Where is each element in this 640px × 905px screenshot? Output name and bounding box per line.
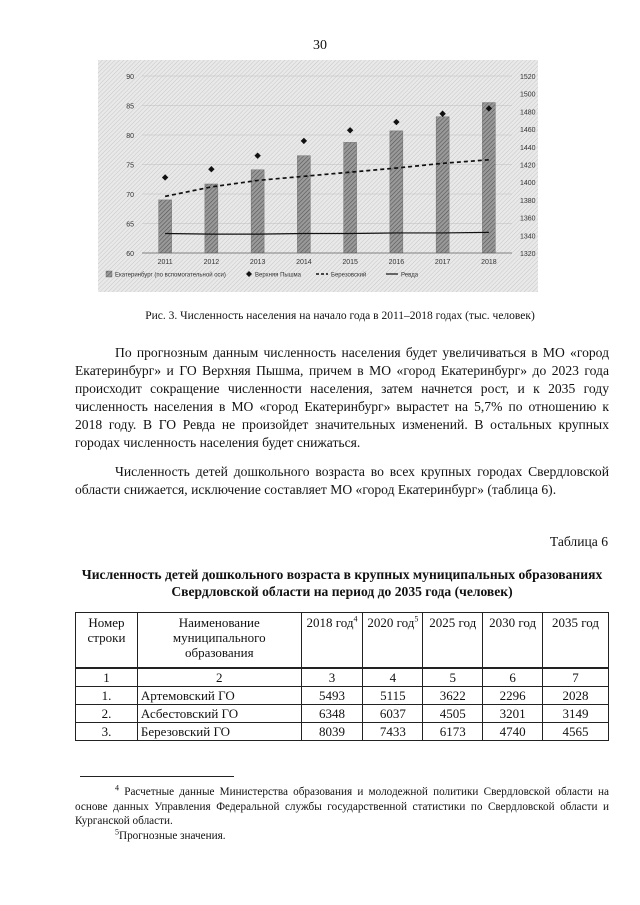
value-cell: 6348	[301, 705, 363, 723]
value-cell: 5493	[301, 687, 363, 705]
index-cell: 5	[423, 668, 483, 687]
legend-label: Екатеринбург (по вспомогательной оси)	[115, 272, 226, 279]
page-number: 30	[313, 38, 327, 53]
y-right-tick-label: 1420	[520, 162, 536, 170]
x-tick-label: 2011	[157, 259, 173, 266]
paragraph-preschool-children: Численность детей дошкольного возраста во всех крупных городах Свердловской области снижается, исключение составляет МО «город Екатеринбург» (таблица 6).	[75, 464, 609, 497]
index-cell: 1	[76, 668, 138, 687]
y-left-tick-label: 65	[126, 221, 134, 229]
legend-label: Ревда	[401, 272, 419, 279]
footnote-mark: 4	[115, 783, 119, 793]
value-cell: 6173	[423, 723, 483, 741]
index-cell: 7	[543, 668, 609, 687]
index-cell: 4	[363, 668, 423, 687]
preschool-children-table	[75, 612, 609, 741]
table-row	[76, 705, 609, 723]
bar	[297, 156, 310, 253]
value-cell: 2296	[483, 687, 543, 705]
row-number-cell: 2.	[76, 705, 138, 723]
footnote-text: Прогнозные значения.	[119, 830, 226, 842]
table-row	[76, 723, 609, 741]
footnote-ref-4: 4	[353, 614, 358, 624]
x-tick-label: 2017	[434, 259, 451, 266]
y-right-tick-label: 1380	[520, 197, 536, 205]
index-cell: 3	[301, 668, 363, 687]
municipality-cell: Артемовский ГО	[137, 687, 301, 705]
value-cell: 3622	[423, 687, 483, 705]
index-cell: 6	[483, 668, 543, 687]
x-tick-label: 2013	[249, 259, 266, 266]
header-2020-text: 2020 год	[367, 615, 415, 630]
value-cell: 4740	[483, 723, 543, 741]
value-cell: 3149	[543, 705, 609, 723]
value-cell: 2028	[543, 687, 609, 705]
y-left-tick-label: 75	[126, 162, 134, 170]
legend-label: Березовский	[331, 272, 367, 279]
header-2018-text: 2018 год	[306, 615, 354, 630]
population-chart	[98, 60, 538, 292]
table-label: Таблица 6	[549, 534, 608, 549]
x-tick-label: 2012	[203, 259, 220, 266]
table-row	[76, 687, 609, 705]
y-right-tick-label: 1360	[520, 215, 536, 223]
legend-swatch	[106, 271, 112, 277]
row-number-cell: 3.	[76, 723, 138, 741]
x-tick-label: 2018	[481, 259, 497, 266]
x-tick-label: 2014	[296, 259, 312, 266]
value-cell: 4505	[423, 705, 483, 723]
value-cell: 6037	[363, 705, 423, 723]
y-left-tick-label: 60	[126, 251, 134, 258]
y-left-tick-label: 85	[126, 103, 134, 111]
bar	[159, 200, 172, 253]
header-row-number: Номер строки	[76, 613, 138, 669]
header-2035: 2035 год	[543, 613, 609, 669]
footnote-ref-5: 5	[414, 614, 419, 624]
bar	[251, 170, 264, 253]
figure-caption: Рис. 3. Численность населения на начало года в 2011–2018 годах (тыс. человек)	[145, 310, 535, 322]
bar	[205, 184, 218, 253]
paragraph-population-forecast: По прогнозным данным численность населения будет увеличиваться в МО «город Екатеринбург» и ГО Верхняя Пышма, причем в МО «город Екатеринбург» до 2023 года происходит сокращение численности населения, затем начнется рост, и к 2035 году численность населения в МО «город Екатеринбург» вырастет на 5,7% по отношению к 2018 году. В ГО Ревда не произойдет значительных изменений. В остальных крупных городах численность населения будет снижаться.	[75, 345, 609, 450]
y-right-tick-label: 1340	[520, 233, 536, 241]
header-2025: 2025 год	[423, 613, 483, 669]
value-cell: 5115	[363, 687, 423, 705]
municipality-cell: Березовский ГО	[137, 723, 301, 741]
y-right-tick-label: 1500	[520, 91, 536, 99]
table-header-row	[76, 613, 609, 669]
value-cell: 7433	[363, 723, 423, 741]
footnote-text: Расчетные данные Министерства образования и молодежной политики Свердловской области на основе данных Управления Федеральной службы государственной статистики по Свердловской области и Курганской области.	[75, 786, 609, 827]
footnote-separator	[80, 776, 234, 777]
y-right-tick-label: 1400	[520, 180, 536, 188]
municipality-cell: Асбестовский ГО	[137, 705, 301, 723]
header-2018	[301, 613, 363, 669]
x-tick-label: 2016	[388, 259, 405, 266]
table-index-row	[76, 668, 609, 687]
bar	[344, 142, 357, 253]
header-2020	[363, 613, 423, 669]
bar	[482, 103, 495, 253]
y-right-tick-label: 1320	[520, 251, 536, 258]
y-right-tick-label: 1460	[520, 127, 536, 135]
footnote-4	[75, 785, 609, 829]
value-cell: 4565	[543, 723, 609, 741]
row-number-cell: 1.	[76, 687, 138, 705]
y-right-tick-label: 1440	[520, 144, 536, 152]
header-municipality: Наименование муниципального образования	[137, 613, 301, 669]
legend-label: Верхняя Пышма	[255, 272, 301, 279]
bar	[390, 131, 403, 253]
index-cell: 2	[137, 668, 301, 687]
y-right-tick-label: 1480	[520, 109, 536, 117]
header-2030: 2030 год	[483, 613, 543, 669]
y-left-tick-label: 80	[126, 133, 134, 140]
y-left-tick-label: 70	[126, 192, 134, 199]
footnote-5	[75, 829, 609, 844]
value-cell: 3201	[483, 705, 543, 723]
y-left-tick-label: 90	[126, 74, 134, 81]
value-cell: 8039	[301, 723, 363, 741]
y-right-tick-label: 1520	[520, 74, 536, 81]
x-tick-label: 2015	[342, 259, 358, 266]
table-title: Численность детей дошкольного возраста в крупных муниципальных образованиях Свердловской области на период до 2035 года (человек)	[81, 567, 603, 599]
footnote-mark: 5	[115, 827, 119, 837]
